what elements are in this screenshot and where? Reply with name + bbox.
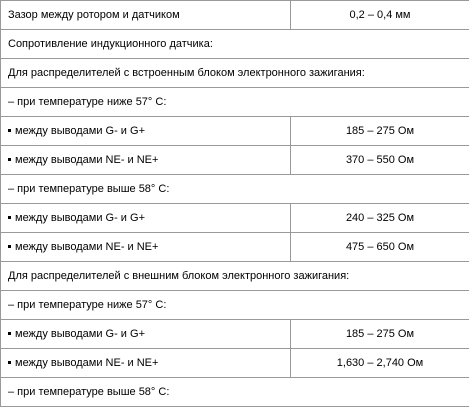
table-row [1,320,469,349]
resistance-item-label [1,146,291,175]
resistance-item-label [1,349,291,378]
table-row [1,1,469,30]
table-row [1,30,469,59]
bullet-icon [8,245,11,248]
row-label-text: между выводами NE- и NE+ [15,154,159,166]
temperature-subheading: – при температуре выше 58° С: [1,378,469,407]
table-row [1,291,469,320]
resistance-item-label [1,117,291,146]
row-value: 370 – 550 Ом [291,146,469,175]
resistance-item-label [1,320,291,349]
bullet-icon [8,158,11,161]
section-heading: Для распределителей с внешним блоком электронного зажигания: [1,262,469,291]
row-value: 0,2 – 0,4 мм [291,1,469,30]
bullet-icon [8,129,11,132]
bullet-icon [8,361,11,364]
row-label-text: между выводами NE- и NE+ [15,241,159,253]
table-row [1,378,469,407]
bullet-icon [8,332,11,335]
row-label-text: между выводами NE- и NE+ [15,357,159,369]
row-label-text: Зазор между ротором и датчиком [8,9,180,21]
row-value: 240 – 325 Ом [291,204,469,233]
section-heading: Для распределителей с встроенным блоком электронного зажигания: [1,59,469,88]
resistance-item-label [1,204,291,233]
table-row [1,233,469,262]
temperature-subheading: – при температуре выше 58° С: [1,175,469,204]
row-value: 185 – 275 Ом [291,117,469,146]
temperature-subheading: – при температуре ниже 57° С: [1,88,469,117]
row-label-text: между выводами G- и G+ [15,125,145,137]
table-row [1,175,469,204]
row-value: 475 – 650 Ом [291,233,469,262]
table-row [1,204,469,233]
parameter-label [1,1,291,30]
table-row [1,349,469,378]
temperature-subheading: – при температуре ниже 57° С: [1,291,469,320]
table-row [1,146,469,175]
table-row [1,88,469,117]
spec-table-body [1,1,469,407]
resistance-item-label [1,233,291,262]
table-row [1,117,469,146]
table-row [1,59,469,88]
row-value: 1,630 – 2,740 Ом [291,349,469,378]
table-row [1,262,469,291]
row-value: 185 – 275 Ом [291,320,469,349]
bullet-icon [8,216,11,219]
section-heading: Сопротивление индукционного датчика: [1,30,469,59]
row-label-text: между выводами G- и G+ [15,212,145,224]
row-label-text: между выводами G- и G+ [15,328,145,340]
